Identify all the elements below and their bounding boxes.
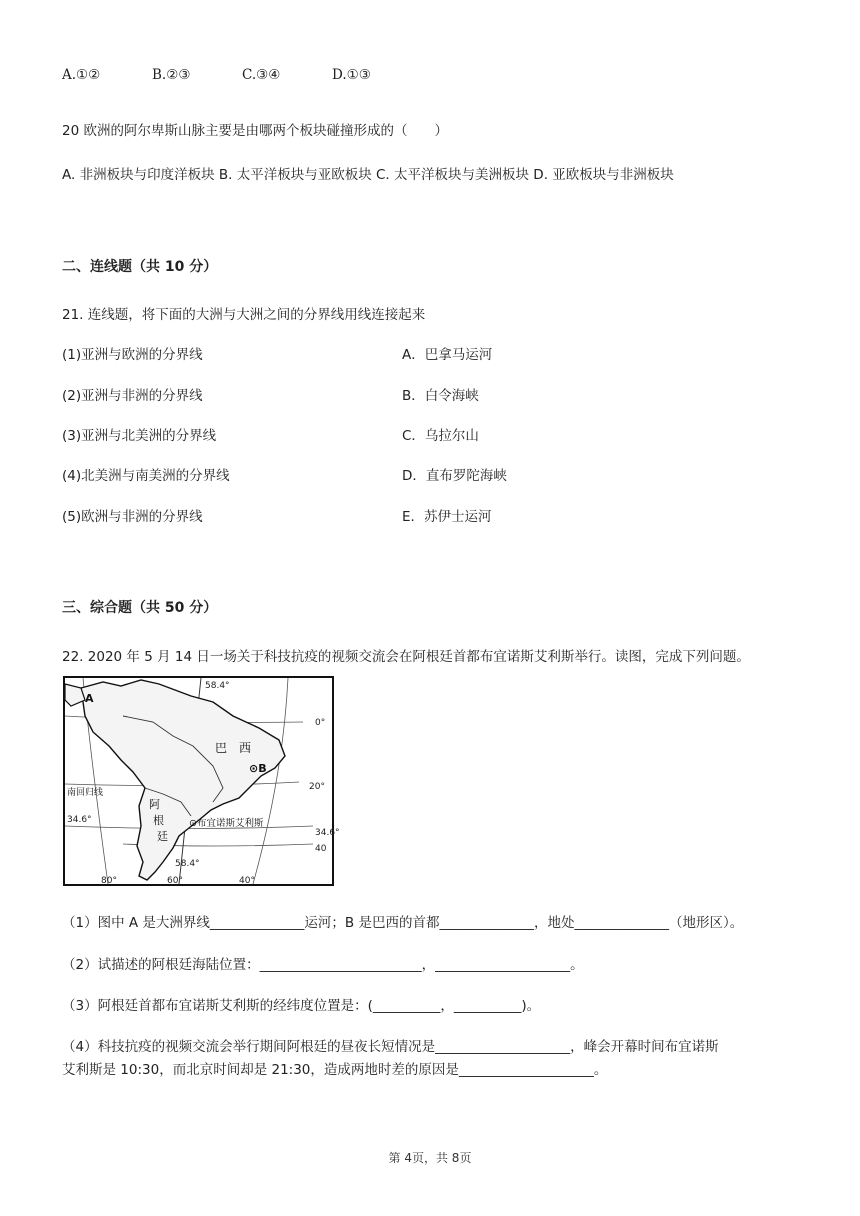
map-label-b: ⊙B [249, 762, 267, 775]
map-lat40: 40 [315, 844, 327, 854]
q21-right-d: D．直布罗陀海峡 [402, 468, 507, 484]
q19-options [62, 66, 371, 84]
q19-option-d: D.①③ [332, 67, 371, 83]
q22-sub4-line1: （4）科技抗疫的视频交流会举行期间阿根廷的昼夜长短情况是____________________，峰会开幕时间布宜诺斯 [62, 1039, 719, 1055]
map-lat346: 34.6° [315, 828, 340, 838]
q19-option-b: B.②③ [152, 67, 191, 83]
q21-right-e: E．苏伊士运河 [402, 509, 492, 525]
map-lon80: 80° [101, 876, 117, 886]
q22-sub4-line2: 艾利斯是 10:30，而北京时间却是 21:30，造成两地时差的原因是____________________。 [62, 1062, 608, 1078]
south-america-map [63, 676, 340, 886]
map-eq: 0° [315, 718, 326, 728]
map-argentina-2: 根 [153, 814, 164, 827]
q20-options: A. 非洲板块与印度洋板块 B. 太平洋板块与亚欧板块 C. 太平洋板块与美洲板块 D. 亚欧板块与非洲板块 [62, 167, 674, 183]
q21-right-a: A．巴拿马运河 [402, 347, 493, 363]
map-argentina-3: 廷 [157, 830, 168, 843]
map-lat20: 20° [309, 782, 325, 792]
map-lat-top: 58.4° [205, 681, 230, 691]
map-lat346-left: 34.6° [67, 815, 92, 825]
q21-left-5: (5)欧洲与非洲的分界线 [62, 509, 203, 525]
q21-left-4: (4)北美洲与南美洲的分界线 [62, 468, 230, 484]
page-footer: 第 4页，共 8页 [388, 1151, 472, 1165]
map-lon40: 40° [239, 876, 255, 886]
map-brazil: 巴 西 [215, 741, 252, 755]
q21-left-2: (2)亚洲与非洲的分界线 [62, 388, 203, 404]
map-lat-bottom: 58.4° [175, 859, 200, 869]
section2-heading: 二、连线题（共 10 分） [62, 259, 218, 275]
q21-left-1: (1)亚洲与欧洲的分界线 [62, 347, 203, 363]
q22-sub3: （3）阿根廷首都布宜诺斯艾利斯的经纬度位置是：(__________，__________)。 [62, 998, 541, 1014]
q19-option-a: A.①② [62, 67, 101, 83]
map-tropic: 南回归线 [67, 788, 104, 798]
q21-stem: 21. 连线题，将下面的大洲与大洲之间的分界线用线连接起来 [62, 307, 426, 323]
section3-heading: 三、综合题（共 50 分） [62, 600, 218, 616]
q20-stem: 20 欧洲的阿尔卑斯山脉主要是由哪两个板块碰撞形成的（ ） [62, 123, 448, 139]
q21-right-c: C．乌拉尔山 [402, 428, 479, 444]
map-capital: ⊙布宜诺斯艾利斯 [189, 818, 264, 829]
map-lon60: 60° [167, 876, 183, 886]
q21-right-b: B．白令海峡 [402, 388, 479, 404]
map-argentina-1: 阿 [149, 798, 160, 811]
q19-option-c: C.③④ [242, 67, 281, 83]
q22-stem: 22. 2020 年 5 月 14 日一场关于科技抗疫的视频交流会在阿根廷首都布宜诺斯艾利斯举行。读图，完成下列问题。 [62, 649, 750, 665]
map-label-a: A [85, 692, 94, 705]
q21-left-3: (3)亚洲与北美洲的分界线 [62, 428, 217, 444]
q22-sub1: （1）图中 A 是大洲界线______________运河；B 是巴西的首都______________，地处______________（地形区）。 [62, 915, 744, 931]
q22-sub2: （2）试描述的阿根廷海陆位置：________________________，____________________。 [62, 957, 584, 973]
